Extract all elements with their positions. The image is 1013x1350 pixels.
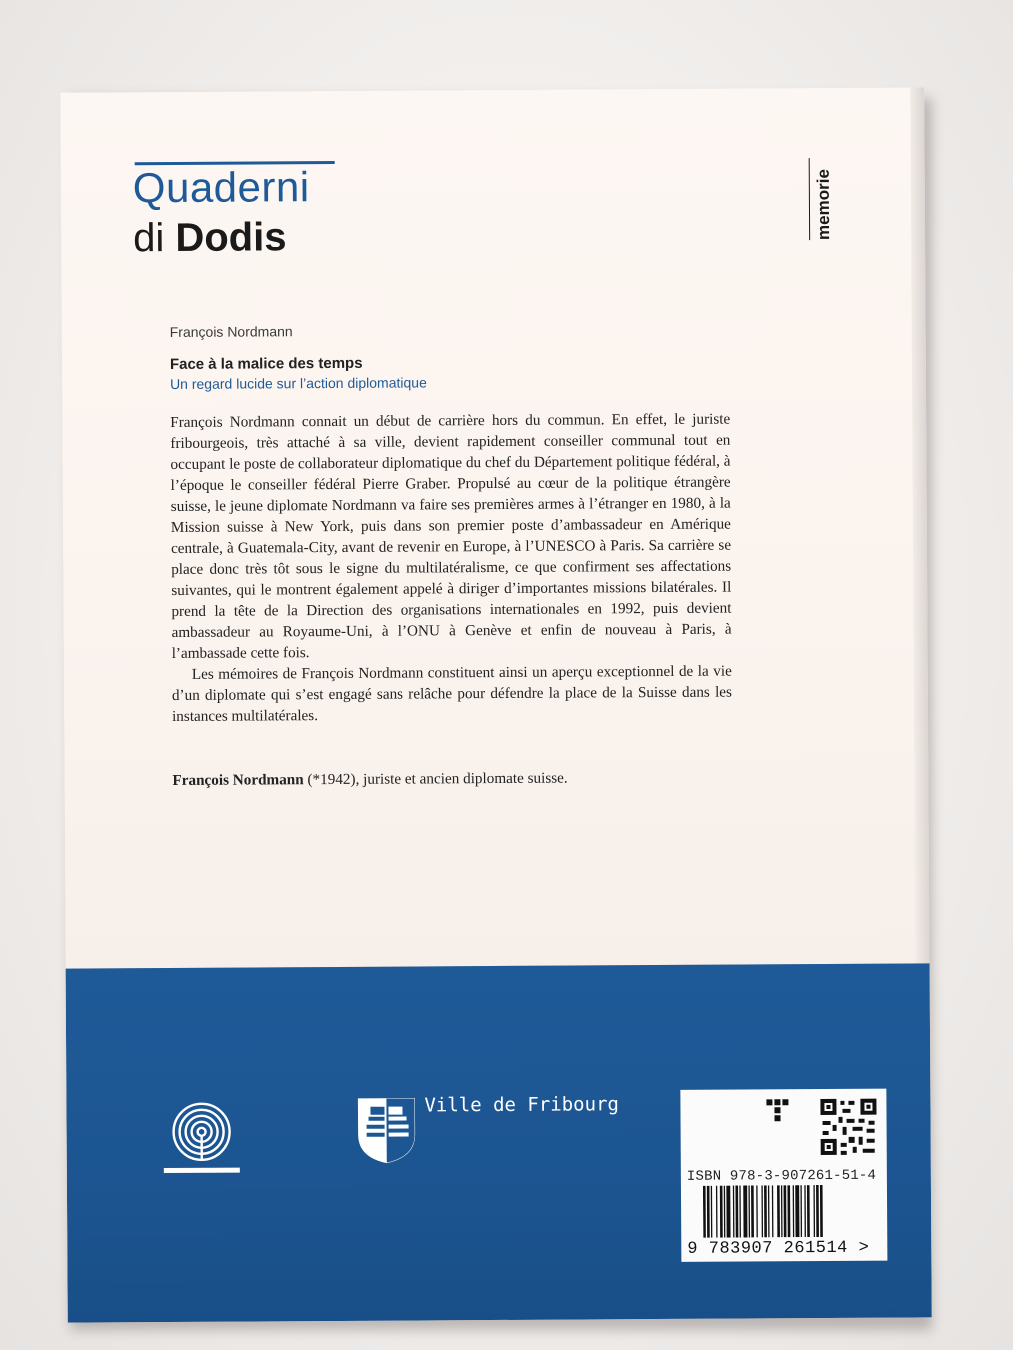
isbn-number: ISBN 978-3-907261-51-4 [686, 1167, 877, 1185]
ean-number: 9 783907 261514 > [687, 1238, 870, 1259]
barcode-bar [804, 1185, 806, 1237]
barcode-bar [716, 1186, 718, 1238]
book-subtitle: Un regard lucide sur l’action diplomatique [169, 374, 427, 392]
blurb-paragraph-1: François Nordmann connait un début de carrière hors du commun. En effet, le juriste fribourgeois, très attaché à sa ville, devient rapidement conseiller communal tout en occupant le poste de collaborateur diplomatique du chef du Département politique fédéral, à l’époque le conseiller fédéral Pierre Graber. Propulsé au cœur de la politique étrangère suisse, le jeune diplomate Nordmann va faire ses premières armes à l’étranger en 1980, à la Mission suisse à New York, puis dans son premier poste d’ambassadeur en Amérique centrale, à Guatemala-City, avant de revenir en Europe, à l’UNESCO à Paris. Sa carrière se place donc très tôt sous le signe du multilatéralisme, ce que confirment ses affectations suivantes, qui le montrent également appelé à diriger d’importantes missions bilatérales. Il prend la tête de la Direction des organisations internationales en 1992, puis devient ambassadeur au Royaume-Uni, à l’ONU à Genève et enfin de nouveau à Paris, à l’ambassade cette fois. [170, 410, 732, 662]
barcode-bar [726, 1186, 730, 1238]
barcode-bar [720, 1186, 723, 1238]
book-back-cover [60, 87, 931, 1322]
barcode-bar [784, 1185, 787, 1237]
barcode-bar [735, 1186, 738, 1238]
barcode-bar [711, 1186, 713, 1238]
bio-text: (*1942), juriste et ancien diplomate suisse. [303, 769, 568, 789]
barcode-bar [733, 1186, 735, 1238]
barcode-bar [777, 1185, 780, 1237]
labyrinth-logo-icon [161, 1102, 241, 1178]
publisher-mark-icon [764, 1097, 790, 1123]
series-title-prefix: di [133, 215, 176, 261]
book-title: Face à la malice des temps [169, 354, 363, 373]
qr-code-icon [818, 1097, 878, 1157]
barcode-bar [813, 1185, 815, 1237]
barcode-bar [743, 1185, 747, 1237]
barcode-bar [781, 1185, 783, 1237]
barcode-bar [764, 1185, 767, 1237]
barcode-bar [772, 1185, 774, 1237]
series-title-line2 [133, 215, 287, 261]
barcode-bar [748, 1185, 750, 1237]
blurb [170, 409, 732, 727]
bio-name: François Nordmann [172, 771, 304, 789]
barcode-bar [787, 1185, 790, 1237]
barcode-bar [707, 1186, 710, 1238]
barcode-bar [807, 1185, 810, 1237]
barcode-bar [756, 1185, 758, 1237]
barcode-bar [739, 1186, 741, 1238]
barcode-bar [761, 1185, 763, 1237]
collection-text: memorie [813, 169, 834, 241]
author-name: François Nordmann [169, 323, 293, 340]
collection-label [809, 158, 839, 240]
barcode [703, 1185, 863, 1238]
city-name: Ville de Fribourg [424, 1093, 619, 1117]
barcode-bar [820, 1185, 823, 1237]
barcode-bar [703, 1186, 706, 1238]
fribourg-coat-of-arms-icon [356, 1094, 416, 1164]
barcode-bar [751, 1185, 754, 1237]
series-title-line1: Quaderni [132, 163, 310, 212]
barcode-bar [800, 1185, 802, 1237]
author-bio [172, 769, 732, 790]
blurb-paragraph-2: Les mémoires de François Nordmann constituent ainsi un aperçu exceptionnel de la vie d’un diplomate qui s’est engagé sans relâche pour défendre la place de la Suisse dans les instances multilatérales. [171, 662, 732, 725]
barcode-bar [795, 1185, 799, 1237]
barcode-bar [768, 1185, 770, 1237]
barcode-bar [793, 1185, 795, 1237]
series-title-bold: Dodis [175, 215, 287, 260]
isbn-sticker [680, 1089, 887, 1262]
barcode-bar [724, 1186, 726, 1238]
barcode-bar [816, 1185, 819, 1237]
